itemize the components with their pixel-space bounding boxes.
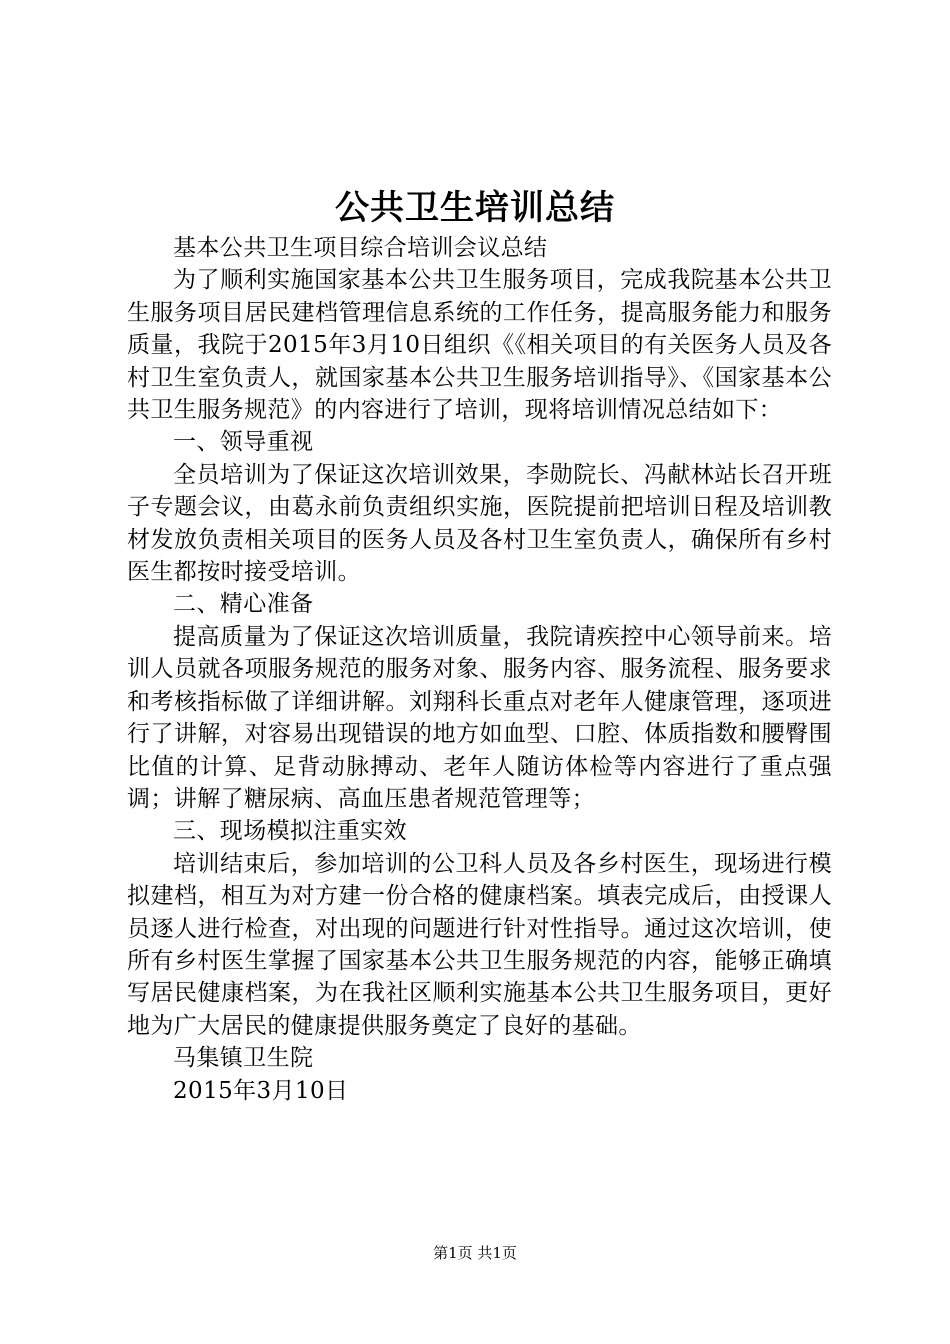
- section-heading-1: 一、领导重视: [173, 429, 314, 456]
- section-paragraph-1: 全员培训为了保证这次培训效果，李勋院长、冯献林站长召开班子专题会议，由葛永前负责组织实施，医院提前把培训日程及培训教材发放负责相关项目的医务人员及各村卫生室负责人，确保所有乡村医生都按时接受培训。: [127, 461, 832, 586]
- section-heading-3: 三、现场模拟注重实效: [173, 818, 407, 845]
- signature-organization: 马集镇卫生院: [173, 1045, 314, 1072]
- document-title: 公共卫生培训总结: [335, 188, 615, 228]
- section-paragraph-3: 培训结束后，参加培训的公卫科人员及各乡村医生，现场进行模拟建档，相互为对方建一份合格的健康档案。填表完成后，由授课人员逐人进行检查，对出现的问题进行针对性指导。通过这次培训，使所有乡村医生掌握了国家基本公共卫生服务规范的内容，能够正确填写居民健康档案，为在我社区顺利实施基本公共卫生服务项目，更好地为广大居民的健康提供服务奠定了良好的基础。: [127, 850, 832, 1039]
- section-paragraph-2: 提高质量为了保证这次培训质量，我院请疾控中心领导前来。培训人员就各项服务规范的服务对象、服务内容、服务流程、服务要求和考核指标做了详细讲解。刘翔科长重点对老年人健康管理，逐项进行了讲解，对容易出现错误的地方如血型、口腔、体质指数和腰臀围比值的计算、足背动脉搏动、老年人随访体检等内容进行了重点强调；讲解了糖尿病、高血压患者规范管理等；: [127, 623, 832, 812]
- signature-date: 2015年3月10日: [173, 1077, 349, 1104]
- section-heading-2: 二、精心准备: [173, 591, 314, 618]
- subtitle-paragraph: 基本公共卫生项目综合培训会议总结: [173, 235, 548, 261]
- page-footer: 第1页 共1页: [433, 1244, 517, 1262]
- document-body: [127, 232, 832, 1107]
- intro-paragraph: 为了顺利实施国家基本公共卫生服务项目，完成我院基本公共卫生服务项目居民建档管理信息系统的工作任务，提高服务能力和服务质量，我院于2015年3月10日组织《《相关项目的有关医务人员及各村卫生室负责人，就国家基本公共卫生服务培训指导》、《国家基本公共卫生服务规范》的内容进行了培训，现将培训情况总结如下：: [127, 267, 832, 424]
